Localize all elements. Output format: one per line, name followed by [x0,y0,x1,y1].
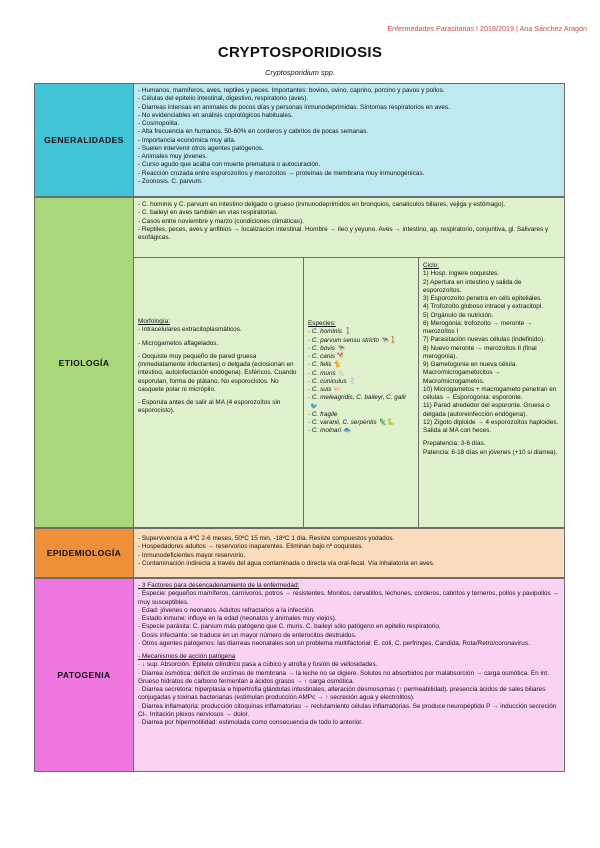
list-item: - Suelen intervenir otros agentes patógenos. [138,144,264,152]
cow-icon: 🐄 [337,344,345,352]
list-item: · ↓ sup. Absorción. Epitelio cilíndrico pasa a cúbico y atrofia y fusión de vellosidades. [138,661,378,669]
fish-icon: 🐟 [343,427,351,435]
list-item: · Edad: jóvenes o neonatos. Adultos refractarios a la infección. [138,606,315,614]
morfologia-title: Morfología: [138,318,170,325]
species-name: · C. fragile [308,410,338,418]
cycle-step: 6) Merogonia: trofozoíto → meronte → merozoítos I [423,319,533,335]
list-item: - Inmunodeficientes mayor reservorio. [138,551,246,559]
list-item: - Animales muy jóvenes. [138,153,208,160]
section-generalidades [34,83,565,197]
section-label: GENERALIDADES [35,84,134,196]
cycle-step: 7) Parasitación nuevas células (indefinido). [423,336,545,344]
page-title: CRYPTOSPORIDIOSIS [217,44,383,61]
list-item: - Importancia económica muy alta. [138,136,236,144]
cat-icon: 🐈 [333,361,342,369]
cycle-step: 1) Hosp. ingiere ooquistes. [423,270,500,278]
list-item: - Curso agudo que acaba con muerte prematura o autocuración. [138,161,321,169]
list-item: - C. baileyi en aves también en vías respiratorias. [138,209,278,217]
cycle-step: 9) Gametogonia en nueva célula. Macro/microgametocitos → Macro/microgametos. [423,361,518,385]
list-item: · Otros agentes patógenos: las diarreas neonatales son un problema multifactorial: E. coli, C. perfringes, Candida, Rota/Retro/coronavirus. [138,639,530,647]
section-epidemiologia [34,528,565,578]
species-item [308,386,414,394]
list-item: - Zoonosis. C. parvum. [138,177,203,185]
factores-title: - 3 Factores para desencadenamiento de la enfermedad: [138,582,300,589]
cycle-step: 8) Nuevo meronte → merozoítos II (final merogonia). [423,344,537,360]
prepatencia: Prepatencia: 3-6 días. [423,440,486,448]
cycle-step: 11) Pared alrededor del esporonte. Gruesa o delgada (autoreinfección endógena). [423,402,550,418]
species-name: · C. felis [308,361,332,369]
list-item: - Supervivencia a 4ºC 2-6 meses, 50ºC 15 min, -18ºC 1 día. Resiste compuestos yodados. [138,535,395,542]
list-item: · Especie: pequeños mamíferos, carnívoros, potros → resistentes. Monitos, cervatillos, lechones, corderos, cabritos y terneros, pollos y pavipollos → muy susceptibles. [138,590,559,606]
generalidades-list [134,84,564,196]
list-item: · Diarrea inflamatoria: producción citoquinas inflamatorias → reclutamiento células inflamatorias. Se produce neuropéptido P → inducción secreción Cl-. Irritación plexos nerviosos → dolor. [138,702,557,718]
species-name: · C. parvum sensu stricto [308,336,380,344]
bird-icon: 🐦 [310,402,318,410]
section-label: ETIOLOGÍA [35,198,134,527]
especies-title: Especies: [308,320,336,327]
species-name: · C. hominis [308,328,343,336]
list-item: - Diarreas intensas en animales de pocos días y personas inmunodeprimidas. Síntomas respiratorios en aves. [138,103,450,111]
animals-icon: 🐄🚶 [381,336,397,344]
page-subtitle: Cryptosporidium spp. [265,68,335,77]
species-name: · C. canis [308,353,335,360]
list-item: - Casos entre noviembre y marzo (condiciones climáticas). [138,217,304,225]
species-item [308,345,414,353]
cycle-step: 3) Esporozoíto penetra en céls epiteliales. [423,295,543,302]
cycle-step: 12) Zigoto diploide → 4 esporozoítos haploides. Salida al MA con heces. [423,418,559,434]
species-name: · C. bovis [308,344,335,352]
pig-icon: 🐖 [333,386,342,393]
list-item: · Diarrea secretora: hiperplasia e hipertrofia glándulas intestinales, alteración desmosomas (↑ permeabilidad). presencia ácidos de sales biliares conjugadas y toxinas bacterianas (estimulan producción AMPc → ↑ secreción agua y electrolitos). [138,686,546,702]
ciclo-title: Ciclo: [423,262,439,269]
patogenia-list [134,579,564,771]
species-name: · C. suis [308,386,332,393]
cycle-step: 2) Apertura en intestino y salida de esporozoítos. [423,278,522,294]
reptile-icon: 🦎🐍 [378,419,395,426]
rabbit-icon: 🐇 [348,377,357,385]
list-item: - Reptiles, peces, aves y anfibios → localización intestinal. Hombre → íleo y yeyuno. Aves → intestino, ap. respiratorio, conjuntiva, gl. Salivares y esofágicas. [138,225,549,241]
document-header: Enfermedades Parasitarias I 2018/2019 | Ana Sánchez Aragón [387,24,587,33]
list-item: · Especie parásita: C. parvum más patógeno que C. muris. C. baileyi sólo patógeno en epitelio respiratorio. [138,623,441,631]
mecanismos-title: - Mecanismos de acción patógena [138,653,236,660]
list-item: - Intracelulares extracitoplasmáticos. [138,326,242,334]
list-item: - Microgametos aflagelados. [138,339,219,347]
list-item: - Reacción cruzada entre esporozoítos y merozoítos → proteínas de membrana muy inmunogénicas. [138,169,425,177]
list-item: - No evidenciables en análisis coprológicos habituales. [138,111,293,119]
species-name: · C. varanii, C. serpentis [308,419,377,426]
species-name: · C. muris [308,369,336,377]
section-label: PATOGENIA [35,579,134,771]
patencia: Patencia: 6-18 días en jóvenes (+10 si diarrea). [423,448,558,456]
species-item [308,337,414,345]
list-item: - Células del epitelio intestinal, digestivo, respiratorio (aves). [138,95,309,103]
species-item [308,411,414,419]
person-icon: 🚶 [344,328,353,336]
cycle-step: 10) Microgametos + macrogameto penetran en células → Esporogonia: esporonte. [423,385,557,401]
list-item: · Dosis infectante: se traduce en un mayor número de enterocitos destruidos. [138,631,357,639]
etiologia-summary [134,198,564,258]
cycle-step: 4) Trofozoíto globoso intracel y extracitopl. [423,303,544,311]
species-item [308,394,414,411]
section-label: EPIDEMIOLOGÍA [35,529,134,577]
list-item: - Ooquiste muy pequeño de pared gruesa (inmediatamente infectantes) o delgada (eclosionan en intestino, autoinfectación endógena). Esféricos. Cuando esporulan, forma de plátano. No esporocistos. No casquete polar ni micrópilo. [138,352,297,393]
list-item: - Contaminación indirecta a través del agua contaminada o directa vía oral-fecal. Vía inhalatoria en aves. [138,559,435,567]
species-item [308,419,414,427]
species-name: · C. molnari [308,427,342,435]
list-item: - Cosmopolita. [138,120,180,127]
mouse-icon: 🐁 [337,369,346,377]
cycle-step: 5) Orgánulo de nutrición. [423,311,494,319]
epidemiologia-list [134,529,564,577]
list-item: · Estado inmune: influye en la edad (neonatos y animales muy viejos). [138,615,337,622]
species-name: · C. meleagridis, C. baileyi, C. galli [308,394,406,402]
list-item: - Alta frecuencia en humanos, 50-60% en corderos y cabritos de pocas semanas. [138,128,369,136]
morfologia-column [134,258,304,527]
list-item: · Diarrea por hipermotilidad: estimulada como consecuencia de todo lo anterior. [138,719,363,726]
species-item [308,378,414,386]
section-etiologia [34,197,565,528]
species-item [308,328,414,336]
ciclo-column [419,258,564,527]
species-item [308,353,414,361]
especies-column [304,258,419,527]
species-name: · C. cuniculus [308,377,347,385]
list-item: - Hospedadores adultos → reservorios inaparentes. Eliminan bajo nº ooquistes. [138,543,364,551]
species-item [308,361,414,369]
list-item: - C. hominis y C. parvum en intestino delgado o grueso (inmunodeprimidos en bronquios, canalículos biliares, vejiga y estómago). [138,201,506,208]
list-item: - Humanos, mamíferos, aves, reptiles y peces. Importantes: bovino, ovino, caprino, porcino y pavos y pollos. [138,87,445,94]
list-item: - Esporula antes de salir al MA (4 esporozoítos sin esporocisto). [138,399,281,415]
species-item [308,370,414,378]
list-item: · Diarrea osmótica: déficit de enzimas de membrana → la leche no se digiere. Solutos no absorbidos por malabsorción → carga osmótica. En int. Grueso hidratos de carbono fermentan a ácidos grasos → ↑ carga osmótica. [138,669,549,685]
species-item [308,427,414,435]
species-list [308,328,414,435]
dog-icon: 🐕 [337,353,345,360]
section-patogenia [34,578,565,772]
